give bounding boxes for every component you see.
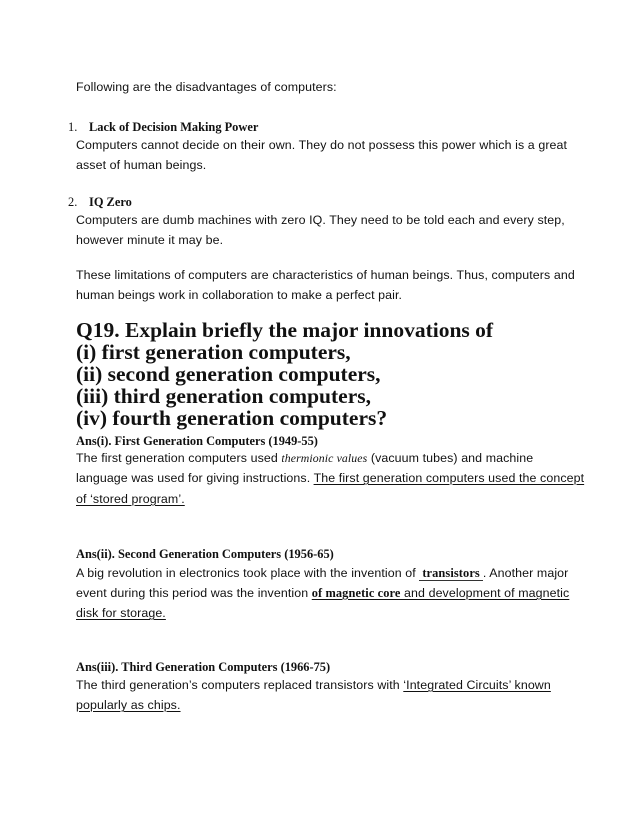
item-1-number: 1. [68,120,78,134]
question-line-5: (iv) fourth generation computers? [76,406,388,430]
answer-1-line-3 [76,492,185,506]
summary-line-1: These limitations of computers are characteristics of human beings. Thus, computers and [76,268,575,282]
answer-1-underlined-stored-program: of ‘stored program’. [76,492,185,506]
summary-line-2: human beings work in collaboration to make a perfect pair. [76,288,403,302]
answer-2-heading: Ans(ii). Second Generation Computers (1956-65) [76,547,334,561]
item-1-title: Lack of Decision Making Power [89,120,259,134]
answer-2-transistors: transistors [419,567,483,581]
answer-3-heading: Ans(iii). Third Generation Computers (1966-75) [76,660,331,674]
answer-1-italic-term: thermionic values [281,451,368,465]
answer-2-line-2-pre: event during this period was the invention [76,586,312,600]
answer-3-line-1 [76,678,551,692]
question-line-3: (ii) second generation computers, [76,362,381,386]
answer-3-line-2 [76,698,181,712]
answer-2-line-2-underlined: and development of magnetic [400,586,570,600]
item-2-title: IQ Zero [89,195,132,209]
item-2-line-2: however minute it may be. [76,233,224,247]
answer-3-chips: popularly as chips. [76,698,181,712]
answer-1-underlined-concept: The first generation computers used the concept [313,471,585,485]
answer-2-line-1 [76,566,568,581]
answer-1-heading: Ans(i). First Generation Computers (1949-55) [76,434,318,448]
answer-2-disk-storage: disk for storage. [76,606,166,620]
answer-1-line-1-pre: The first generation computers used [76,451,282,465]
item-2-number: 2. [68,195,78,209]
question-line-4: (iii) third generation computers, [76,384,371,408]
answer-3-line-1-pre: The third generation’s computers replaced transistors with [76,678,404,692]
answer-2-magnetic-core: of magnetic core [311,586,401,600]
question-line-2: (i) first generation computers, [76,340,351,364]
answer-2-line-2 [76,586,569,601]
answer-2-line-1-pre: A big revolution in electronics took place with the invention of [76,566,420,580]
item-1-line-1: Computers cannot decide on their own. They do not possess this power which is a great [76,138,568,152]
answer-1-line-2 [76,471,584,485]
item-2-line-1: Computers are dumb machines with zero IQ. They need to be told each and every step, [76,213,565,227]
answer-1-line-2-pre: language was used for giving instructions. [76,471,314,485]
intro-text: Following are the disadvantages of computers: [76,80,337,94]
answer-2-line-1-post: . Another major [482,566,569,580]
item-1-line-2: asset of human beings. [76,158,207,172]
answer-1-line-1 [76,451,533,466]
answer-1-line-1-post: (vacuum tubes) and machine [367,451,534,465]
answer-3-integrated-circuits: ‘Integrated Circuits’ known [403,678,551,692]
answer-2-line-3 [76,606,166,620]
question-line-1: Q19. Explain briefly the major innovations of [76,318,494,342]
